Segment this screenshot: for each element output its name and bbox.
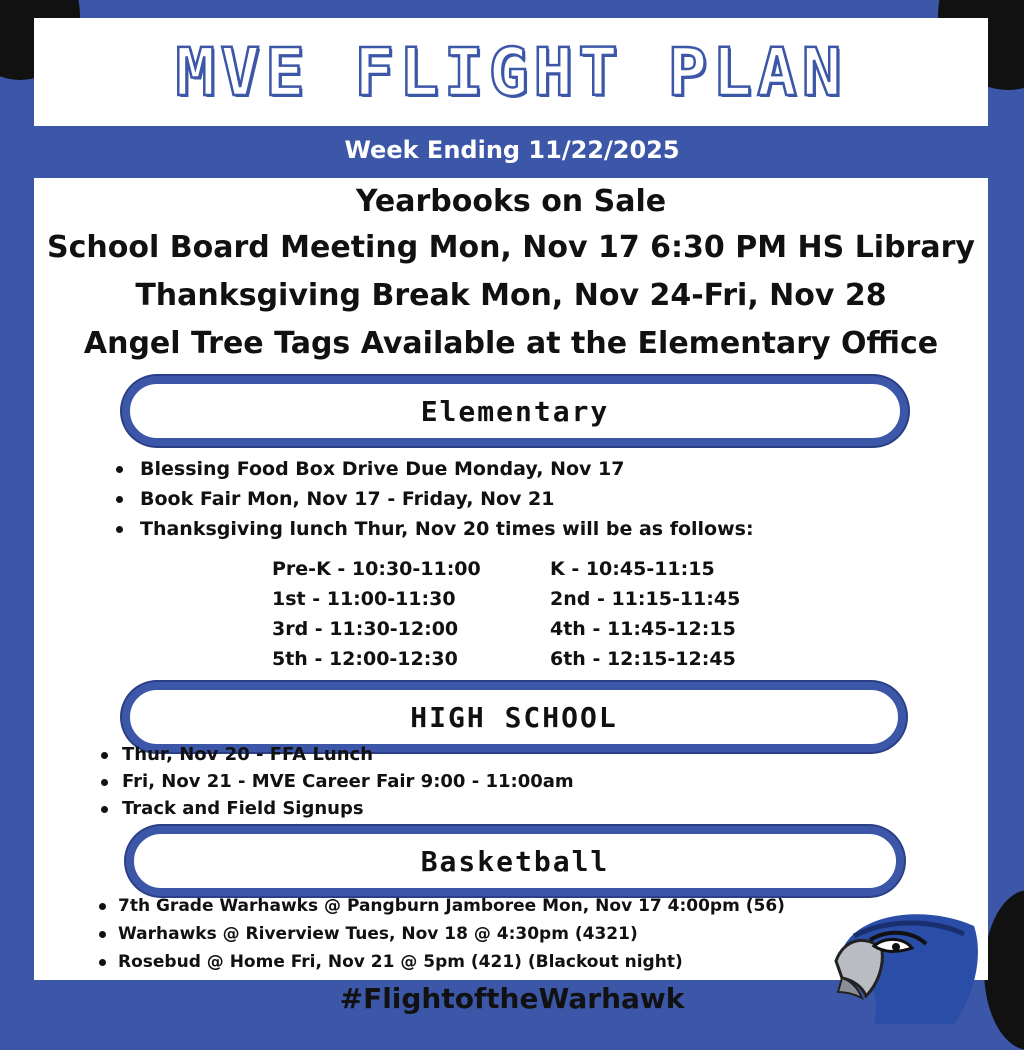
week-ending-label: Week Ending 11/22/2025: [344, 136, 680, 164]
elementary-heading-banner: [122, 376, 908, 446]
high-school-heading: HIGH SCHOOL: [410, 700, 618, 734]
content-panel: [34, 178, 988, 980]
list-item: Blessing Food Box Drive Due Monday, Nov 17: [114, 454, 754, 484]
basketball-heading: Basketball: [420, 844, 610, 878]
lunch-time: Pre-K - 10:30-11:00: [272, 558, 481, 580]
corner-decoration-bottom-right: [984, 890, 1024, 1050]
title-banner: [34, 18, 988, 126]
list-item: Thanksgiving lunch Thur, Nov 20 times will be as follows:: [114, 514, 754, 544]
basketball-heading-banner: [126, 826, 904, 896]
lunch-times-right: [550, 554, 740, 674]
footer-hashtag: #FlightoftheWarhawk: [339, 982, 685, 1015]
elementary-list: [114, 454, 754, 544]
list-item: Warhawks @ Riverview Tues, Nov 18 @ 4:30pm (4321): [98, 920, 785, 948]
list-item: Fri, Nov 21 - MVE Career Fair 9:00 - 11:00am: [100, 768, 574, 795]
list-item: Rosebud @ Home Fri, Nov 21 @ 5pm (421) (Blackout night): [98, 948, 785, 976]
lunch-time: 4th - 11:45-12:15: [550, 618, 736, 640]
announcement-line: Thanksgiving Break Mon, Nov 24-Fri, Nov 28: [135, 278, 887, 313]
elementary-heading: Elementary: [420, 394, 610, 428]
list-item: Book Fair Mon, Nov 17 - Friday, Nov 21: [114, 484, 754, 514]
list-item: 7th Grade Warhawks @ Pangburn Jamboree Mon, Nov 17 4:00pm (56): [98, 892, 785, 920]
announcement-line: Yearbooks on Sale: [355, 184, 667, 219]
page-title: MVE FLIGHT PLAN: [175, 33, 847, 111]
lunch-time: 5th - 12:00-12:30: [272, 648, 458, 670]
lunch-times-left: [272, 554, 481, 674]
lunch-time: 2nd - 11:15-11:45: [550, 588, 741, 610]
lunch-time: 3rd - 11:30-12:00: [272, 618, 459, 640]
high-school-list: [100, 741, 574, 822]
announcement-line: Angel Tree Tags Available at the Elementary Office: [83, 326, 939, 361]
list-item: Track and Field Signups: [100, 795, 574, 822]
basketball-list: [98, 892, 785, 976]
lunch-time: 6th - 12:15-12:45: [550, 648, 736, 670]
list-item: Thur, Nov 20 - FFA Lunch: [100, 741, 574, 768]
announcement-line: School Board Meeting Mon, Nov 17 6:30 PM HS Library: [47, 230, 975, 265]
lunch-time: K - 10:45-11:15: [550, 558, 715, 580]
lunch-time: 1st - 11:00-11:30: [272, 588, 456, 610]
